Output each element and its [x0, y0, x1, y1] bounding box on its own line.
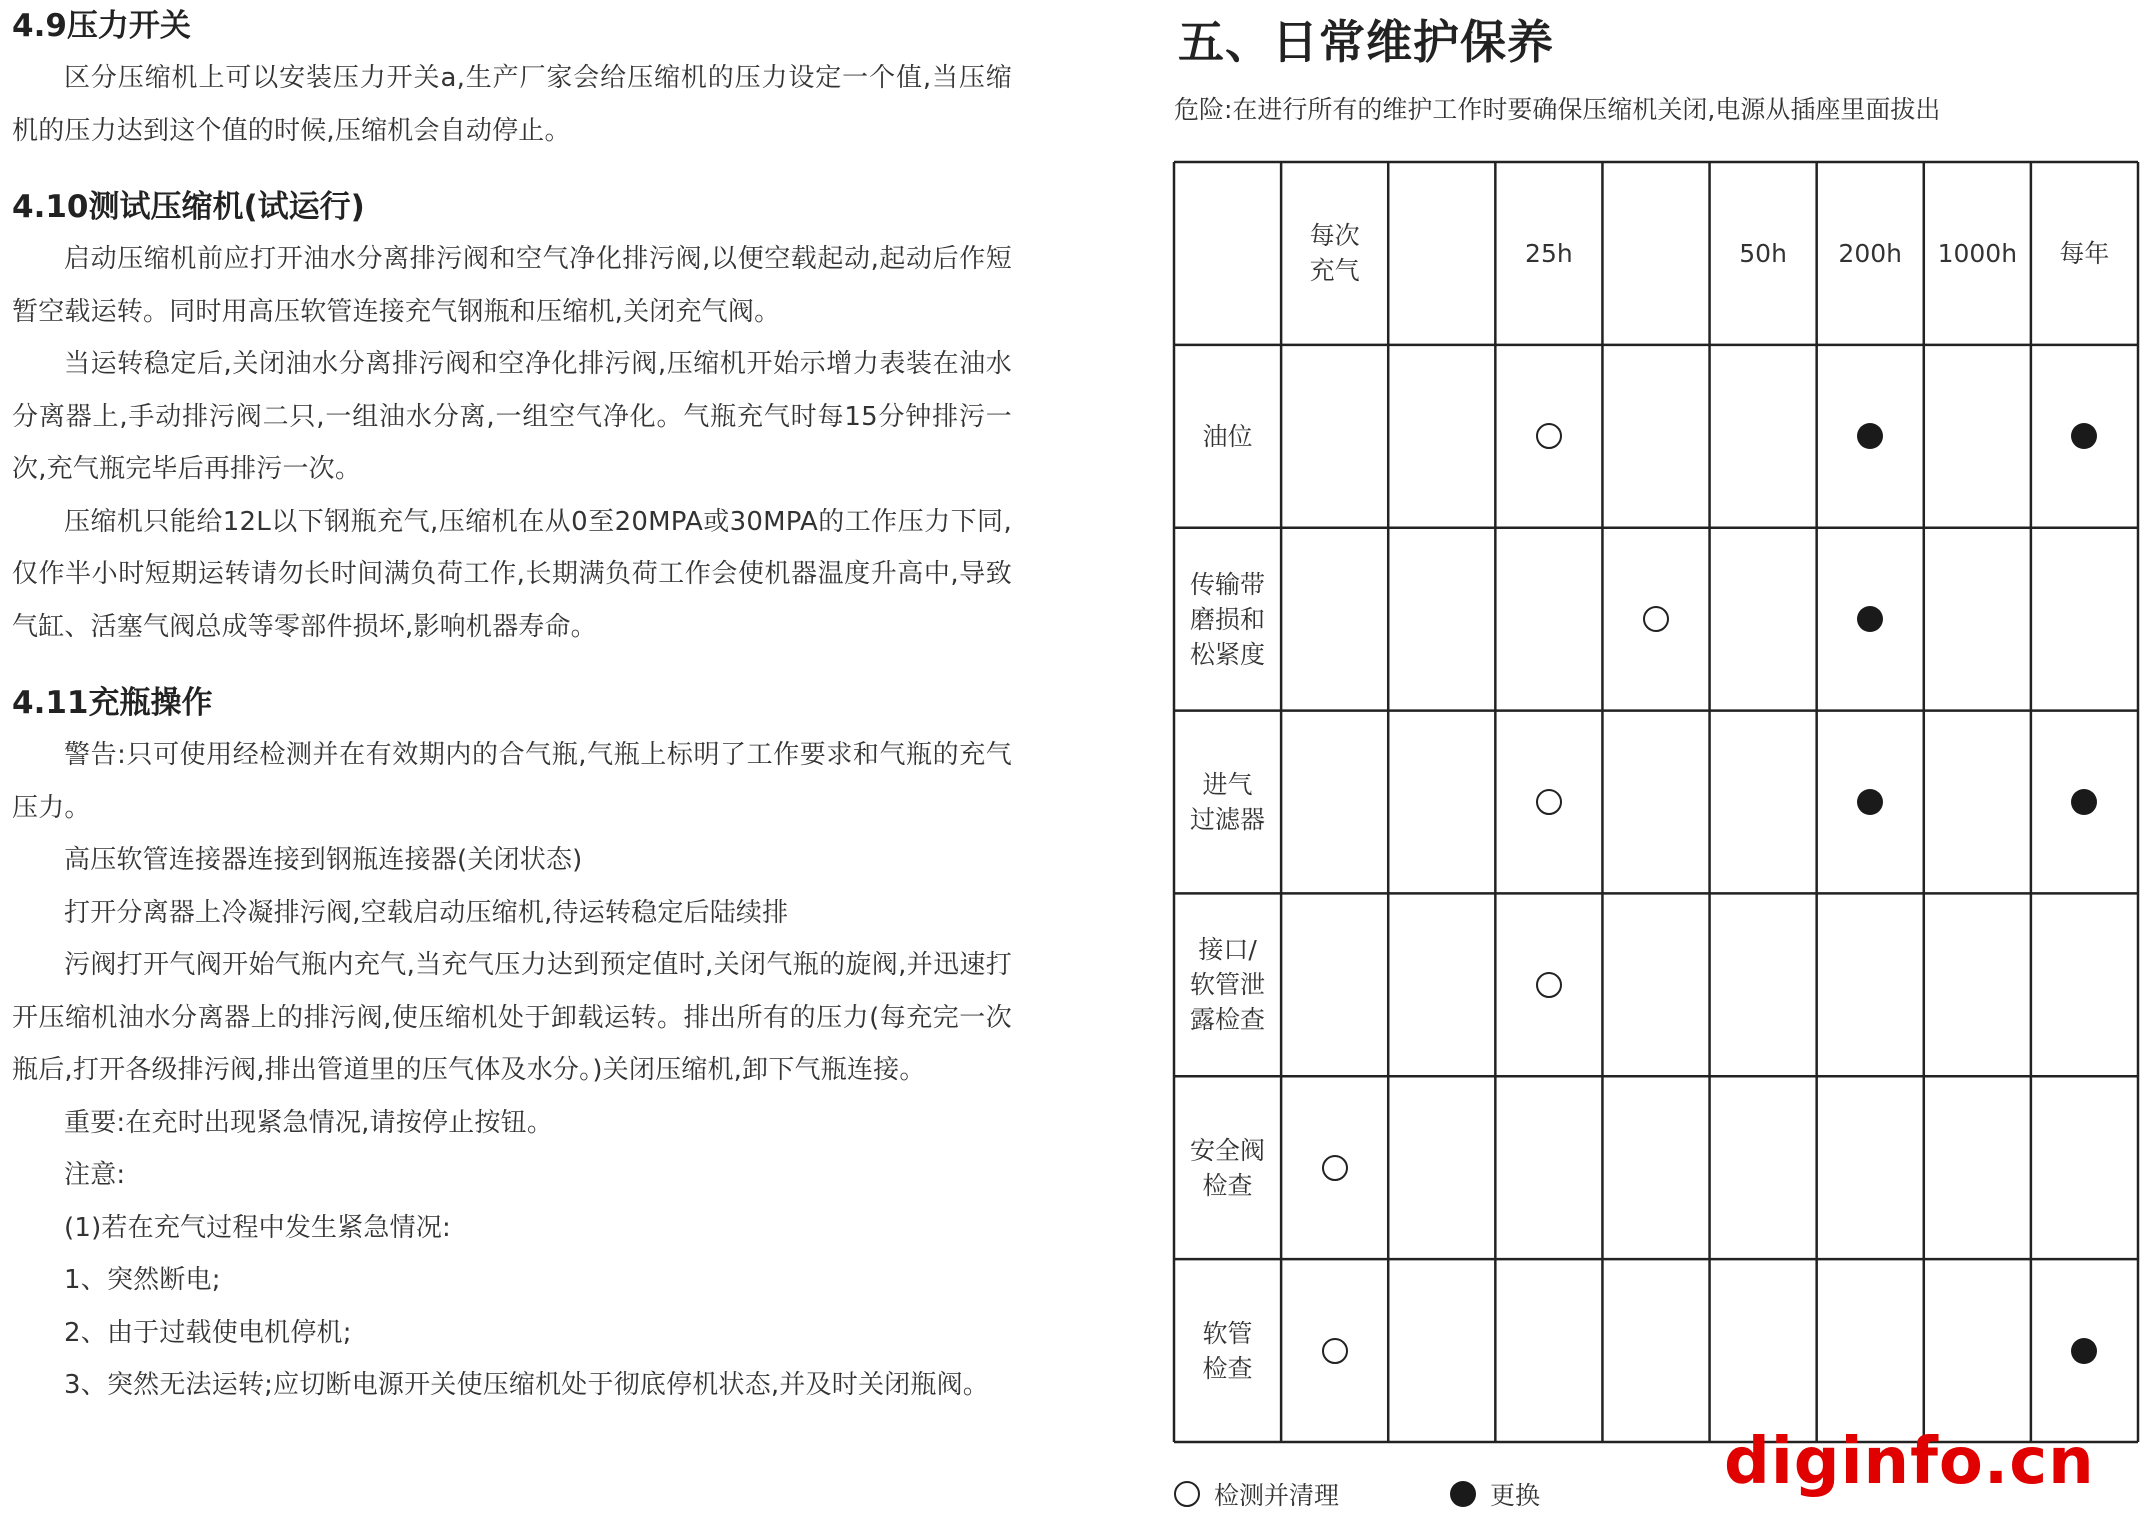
row-label [1174, 1076, 1281, 1259]
filled-circle-icon [2071, 1338, 2097, 1364]
legend-filled-label: 更换 [1490, 1481, 1541, 1510]
row-label-text: 接口/ 软管泄 露检查 [1190, 935, 1266, 1035]
legend-filled [1450, 1476, 1540, 1512]
paragraph: 区分压缩机上可以安装压力开关a,生产厂家会给压缩机的压力设定一个值,当压缩机的压力达到这个值的时候,压缩机会自动停止。 [12, 63, 1012, 146]
row-label-text: 软管 检查 [1202, 1318, 1253, 1383]
column-header [1495, 162, 1602, 345]
column-header [1817, 162, 1924, 345]
row-label [1174, 345, 1281, 528]
row-label-text: 传输带 磨损和 松紧度 [1190, 569, 1266, 669]
paragraph: 警告:只可使用经检测并在有效期内的合气瓶,气瓶上标明了工作要求和气瓶的充气压力。 [12, 740, 1012, 823]
watermark-logo: diginfo.cn [1724, 1425, 2095, 1499]
left-column [12, 0, 1012, 1412]
column-header-text: 每年 [2059, 238, 2110, 268]
paragraph: 1、突然断电; [64, 1265, 221, 1295]
paragraph: 高压软管连接器连接到钢瓶连接器(关闭状态) [64, 845, 583, 875]
page-title: 五、日常维护保养 [1178, 15, 1554, 69]
open-circle-icon [1322, 1155, 1348, 1181]
column-header [1710, 162, 1817, 345]
section-title-4-11: 4.11充瓶操作 [12, 685, 213, 721]
open-circle-icon [1536, 789, 1562, 815]
section-title-4-9: 4.9压力开关 [12, 8, 191, 44]
column-header [1924, 162, 2031, 345]
row-label-text: 油位 [1202, 421, 1253, 451]
paragraph: 当运转稳定后,关闭油水分离排污阀和空净化排污阀,压缩机开始示增力表装在油水分离器上,手动排污阀二只,一组油水分离,一组空气净化。气瓶充气时每15分钟排污一次,充气瓶完毕后再排污一次。 [12, 349, 1012, 484]
row-label-text: 安全阀 检查 [1190, 1135, 1266, 1200]
paragraph: 启动压缩机前应打开油水分离排污阀和空气净化排污阀,以便空载起动,起动后作短暂空载运转。同时用高压软管连接充气钢瓶和压缩机,关闭充气阀。 [12, 244, 1012, 327]
row-label-text: 进气 过滤器 [1190, 769, 1266, 834]
paragraph: 压缩机只能给12L以下钢瓶充气,压缩机在从0至20MPA或30MPA的工作压力下同,仅作半小时短期运转请勿长时间满负荷工作,长期满负荷工作会使机器温度升高中,导致气缸、活塞气阀总成等零部件损坏,影响机器寿命。 [12, 506, 1012, 642]
row-label [1174, 893, 1281, 1076]
open-circle-icon [1536, 972, 1562, 998]
column-header-text: 50h [1739, 238, 1787, 268]
row-label [1174, 528, 1281, 711]
legend-open-label: 检测并清理 [1214, 1481, 1340, 1510]
paragraph: 3、突然无法运转;应切断电源开关使压缩机处于彻底停机状态,并及时关闭瓶阀。 [64, 1370, 989, 1400]
open-circle-icon [1174, 1481, 1200, 1507]
column-header [1281, 162, 1388, 345]
column-header-text: 每次 充气 [1309, 221, 1360, 286]
danger-note: 危险:在进行所有的维护工作时要确保压缩机关闭,电源从插座里面拔出 [1174, 95, 1941, 124]
paragraph: 打开分离器上冷凝排污阀,空载启动压缩机,待运转稳定后陆续排 [64, 897, 789, 928]
section-title-4-10: 4.10测试压缩机(试运行) [12, 189, 365, 225]
row-label [1174, 711, 1281, 894]
row-label [1174, 1259, 1281, 1442]
table-grid-lines [1172, 160, 2140, 1444]
open-circle-icon [1536, 423, 1562, 449]
paragraph: 2、由于过载使电机停机; [64, 1317, 352, 1348]
open-circle-icon [1322, 1338, 1348, 1364]
column-header-text: 200h [1838, 238, 1902, 268]
filled-circle-icon [1450, 1481, 1476, 1507]
open-circle-icon [1643, 606, 1669, 632]
column-header-text: 1000h [1937, 238, 2018, 268]
paragraph: 注意: [64, 1160, 126, 1190]
legend-open [1174, 1476, 1339, 1512]
paragraph: 重要:在充时出现紧急情况,请按停止按钮。 [64, 1107, 554, 1138]
paragraph: (1)若在充气过程中发生紧急情况: [64, 1212, 451, 1243]
column-header [2031, 162, 2138, 345]
paragraph: 污阀打开气阀开始气瓶内充气,当充气压力达到预定值时,关闭气瓶的旋阀,并迅速打开压缩机油水分离器上的排污阀,使压缩机处于卸载运转。排出所有的压力(每充完一次瓶后,打开各级排污阀,排出管道里的压气体及水分。)关闭压缩机,卸下气瓶连接。 [12, 950, 1012, 1085]
column-header-text: 25h [1525, 238, 1573, 268]
maintenance-table [1172, 160, 2140, 1444]
